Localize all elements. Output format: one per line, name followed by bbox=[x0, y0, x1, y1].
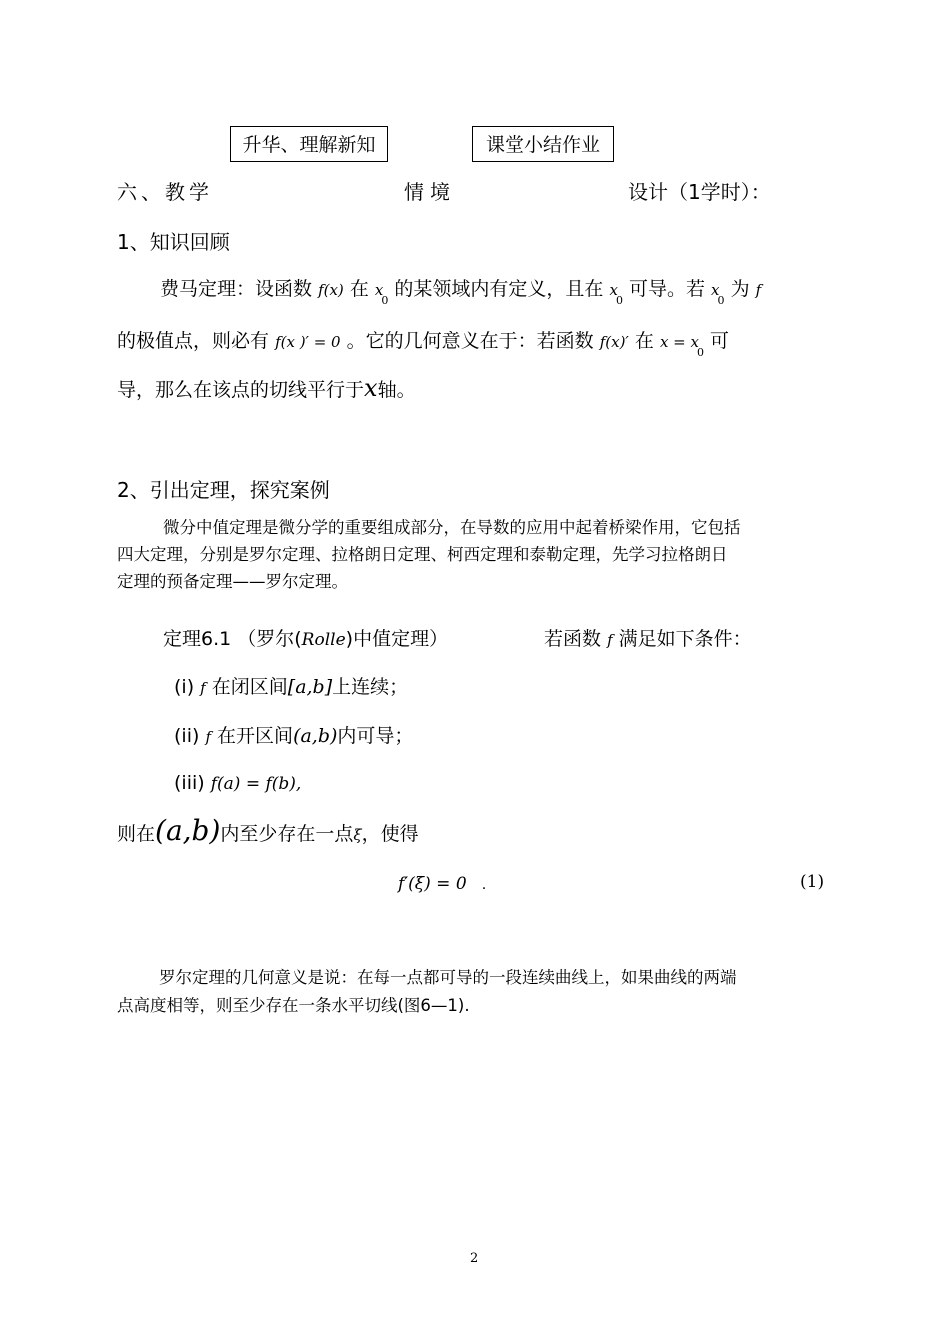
fermat-line2-b: 。它的几何意义在于：若函数 bbox=[346, 330, 594, 352]
geometry-line2: 点高度相等，则至少存在一条水平切线(图6—1). bbox=[117, 996, 470, 1015]
section6-part1: 六、教学 bbox=[117, 180, 213, 204]
section1-heading: 1、知识回顾 bbox=[117, 230, 230, 254]
fermat-x0: $x_0$ bbox=[374, 281, 389, 307]
section2-para-line2: 四大定理，分别是罗尔定理、拉格朗日定理、柯西定理和泰勒定理，先学习拉格朗日 bbox=[117, 545, 728, 564]
theorem-title bbox=[163, 624, 448, 651]
formula-dot: . bbox=[481, 877, 487, 893]
conclusion-line bbox=[117, 814, 419, 847]
page-number: 2 bbox=[470, 1251, 479, 1266]
conclusion-xi: ξ bbox=[353, 826, 362, 844]
theorem-conditions-intro bbox=[544, 624, 752, 651]
fermat-text-c: 的某领域内有定义，且在 bbox=[394, 278, 604, 300]
condition-2-label: (ii) bbox=[174, 725, 200, 747]
fermat-line2-fx: f(x)′ bbox=[599, 333, 629, 351]
condition-1-text: 在闭区间 bbox=[211, 676, 288, 698]
condition-1-end: 上连续； bbox=[332, 676, 409, 698]
condition-2 bbox=[174, 721, 413, 748]
condition-3-label: (iii) bbox=[174, 772, 205, 794]
condition-2-end: 内可导； bbox=[337, 725, 414, 747]
fermat-line2 bbox=[117, 326, 730, 359]
fermat-derivative-eq: f(x )′ = 0 bbox=[275, 333, 341, 351]
cond-intro-f: f bbox=[607, 631, 613, 649]
theorem-title-a: 定理6.1 （罗尔( bbox=[163, 628, 302, 650]
fermat-text-b: 在 bbox=[349, 278, 369, 300]
fermat-line3-b: 轴。 bbox=[377, 379, 416, 401]
section6-part2: 情境 bbox=[404, 180, 456, 204]
fermat-line2-a: 的极值点，则必有 bbox=[117, 330, 270, 352]
geometry-line1: 罗尔定理的几何意义是说：在每一点都可导的一段连续曲线上，如果曲线的两端 bbox=[159, 968, 737, 987]
cond-intro-a: 若函数 bbox=[544, 628, 602, 650]
section2-para-line1: 微分中值定理是微分学的重要组成部分，在导数的应用中起着桥梁作用，它包括 bbox=[163, 518, 741, 537]
conclusion-a: 则在 bbox=[117, 823, 156, 845]
equation-number: (1) bbox=[800, 872, 825, 892]
fermat-line2-eq2: $x = x_0$ bbox=[659, 333, 704, 359]
section2-heading: 2、引出定理，探究案例 bbox=[117, 478, 330, 502]
condition-3-eq: f(a) = f(b), bbox=[210, 774, 302, 794]
fermat-text-d: 可导。若 bbox=[628, 278, 705, 300]
formula-rolle bbox=[398, 874, 486, 894]
fermat-line3 bbox=[117, 374, 416, 402]
condition-3 bbox=[174, 772, 301, 794]
fermat-text-e: 为 bbox=[730, 278, 750, 300]
condition-1-interval: [a,b] bbox=[287, 676, 333, 698]
section2-para-line3: 定理的预备定理——罗尔定理。 bbox=[117, 572, 348, 591]
fermat-line3-x: x bbox=[364, 374, 378, 402]
section6-part3: 设计（1学时）： bbox=[628, 180, 771, 204]
conclusion-c: ，使得 bbox=[361, 823, 419, 845]
box-upgrade-understand: 升华、理解新知 bbox=[230, 126, 388, 162]
fermat-line3-a: 导，那么在该点的切线平行于 bbox=[117, 379, 365, 401]
fermat-line2-d: 可 bbox=[710, 330, 730, 352]
fermat-f: f bbox=[755, 281, 762, 299]
fermat-fx: f(x) bbox=[318, 281, 344, 299]
conclusion-interval: (a,b) bbox=[155, 814, 221, 847]
fermat-line2-c: 在 bbox=[634, 330, 654, 352]
fermat-x0-2: $x_0$ bbox=[609, 281, 623, 307]
condition-2-f: f bbox=[205, 728, 211, 746]
condition-2-text: 在开区间 bbox=[217, 725, 294, 747]
theorem-rolle: Rolle bbox=[301, 630, 346, 650]
condition-1-label: (i) bbox=[174, 676, 195, 698]
fermat-line1 bbox=[160, 274, 762, 307]
fermat-x0-3: $x_0$ bbox=[711, 281, 725, 307]
conclusion-b: 内至少存在一点 bbox=[220, 823, 354, 845]
condition-1-f: f bbox=[200, 679, 206, 697]
condition-1 bbox=[174, 672, 408, 699]
formula-text: f′(ξ) = 0 bbox=[398, 874, 467, 894]
theorem-title-b: )中值定理） bbox=[345, 628, 449, 650]
cond-intro-b: 满足如下条件： bbox=[618, 628, 752, 650]
condition-2-interval: (a,b) bbox=[293, 725, 338, 747]
box-summary-homework: 课堂小结作业 bbox=[472, 126, 614, 162]
fermat-text-a: 费马定理：设函数 bbox=[160, 278, 313, 300]
